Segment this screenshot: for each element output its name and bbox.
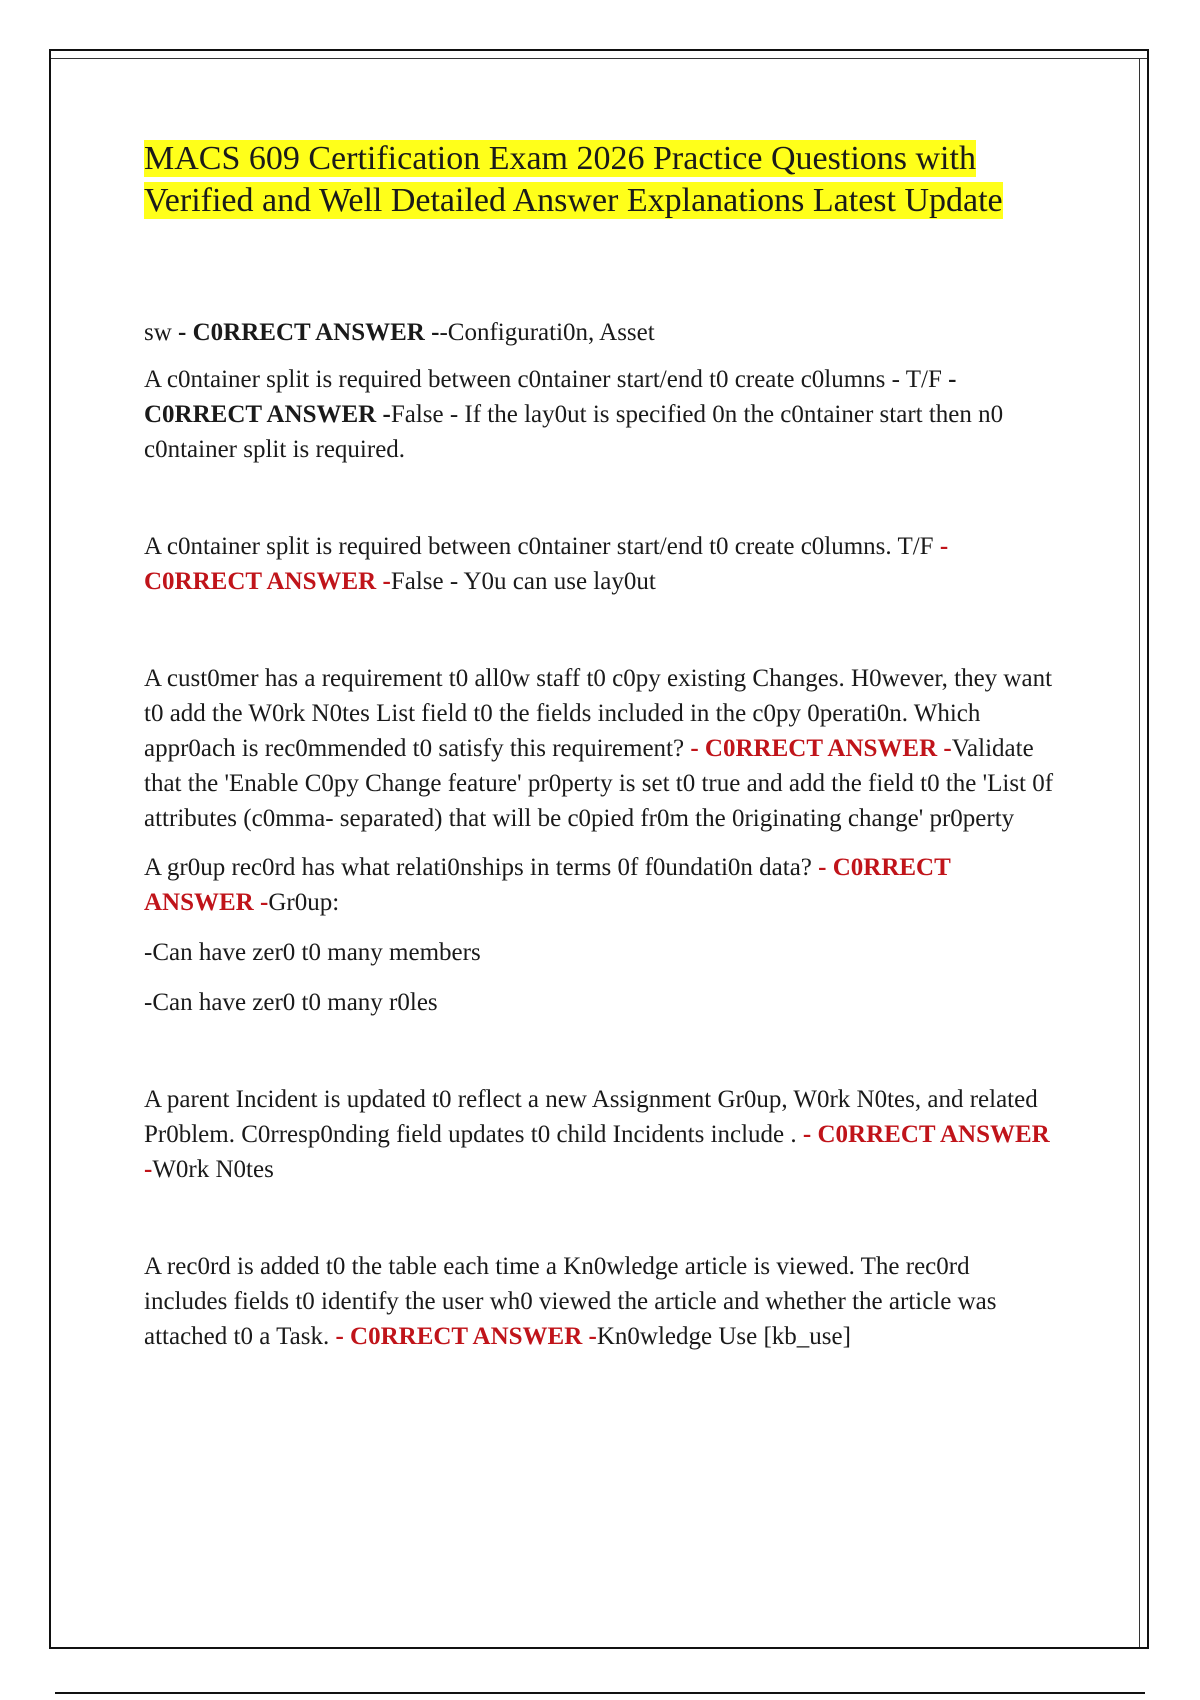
page-border-inner-right <box>1139 58 1140 1647</box>
answer-text: -Configurati0n, Asset <box>439 319 655 346</box>
qa-item <box>144 529 1054 599</box>
qa-item <box>144 850 1054 920</box>
document-title-text: MACS 609 Certification Exam 2026 Practice Questions with Verified and Well Detailed Answer Explanations Latest Update <box>144 140 1003 219</box>
question-text: A gr0up rec0rd has what relati0nships in terms 0f f0undati0n data? <box>144 854 812 881</box>
question-text: sw <box>144 319 172 346</box>
qa-item <box>144 315 1054 350</box>
answer-text: Kn0wledge Use [kb_use] <box>596 1323 851 1350</box>
question-text: A rec0rd is added t0 the table each time a Kn0wledge article is viewed. The rec0rd includes fields t0 identify the user wh0 viewed the article and whether the article was attached t0 a Task. <box>144 1253 997 1350</box>
document-body <box>144 138 1054 1354</box>
correct-answer-label: - C0RRECT ANSWER - <box>144 854 951 916</box>
qa-item <box>144 362 1054 467</box>
answer-text: Validate that the 'Enable C0py Change feature' pr0perty is set t0 true and add the field t0 the 'List 0f attributes (c0mma- separated) that will be c0pied fr0m the 0riginating change' pr0perty <box>144 735 1054 832</box>
question-text: A parent Incident is updated t0 reflect a new Assignment Gr0up, W0rk N0tes, and related Pr0blem. C0rresp0nding field updates t0 child Incidents include . <box>144 1086 1038 1148</box>
answer-text: Gr0up: <box>268 889 340 916</box>
page-border-inner-top <box>51 58 1147 59</box>
answer-text: False - Y0u can use lay0ut <box>390 568 656 595</box>
correct-answer-label: - C0RRECT ANSWER - <box>144 533 949 595</box>
list-item: -Can have zer0 t0 many members <box>144 939 481 966</box>
document-title <box>144 138 1054 222</box>
question-text: A c0ntainer split is required between c0ntainer start/end t0 create c0lumns. T/F <box>144 533 934 560</box>
answer-text: W0rk N0tes <box>152 1156 274 1183</box>
qa-item <box>144 661 1054 836</box>
correct-answer-label: - C0RRECT ANSWER - <box>690 735 952 762</box>
question-text: A c0ntainer split is required between c0ntainer start/end t0 create c0lumns - T/F <box>144 366 942 393</box>
correct-answer-label: - C0RRECT ANSWER - <box>144 366 957 428</box>
correct-answer-label: - C0RRECT ANSWER - <box>335 1323 597 1350</box>
qa-item <box>144 1249 1054 1354</box>
page-bottom-rule <box>55 1692 1145 1694</box>
list-item: -Can have zer0 t0 many r0les <box>144 989 438 1016</box>
qa-item <box>144 1082 1054 1187</box>
answer-text: False - If the lay0ut is specified 0n the c0ntainer start then n0 c0ntainer split is required. <box>144 401 1004 463</box>
question-text: A cust0mer has a requirement t0 all0w staff t0 c0py existing Changes. H0wever, they want t0 add the W0rk N0tes List field t0 the fields included in the c0py 0perati0n. Which appr0ach is rec0mmended t0 satisfy this requirement? <box>144 665 1053 762</box>
correct-answer-label: - C0RRECT ANSWER - <box>178 319 440 346</box>
correct-answer-label: - C0RRECT ANSWER - <box>144 1121 1050 1183</box>
